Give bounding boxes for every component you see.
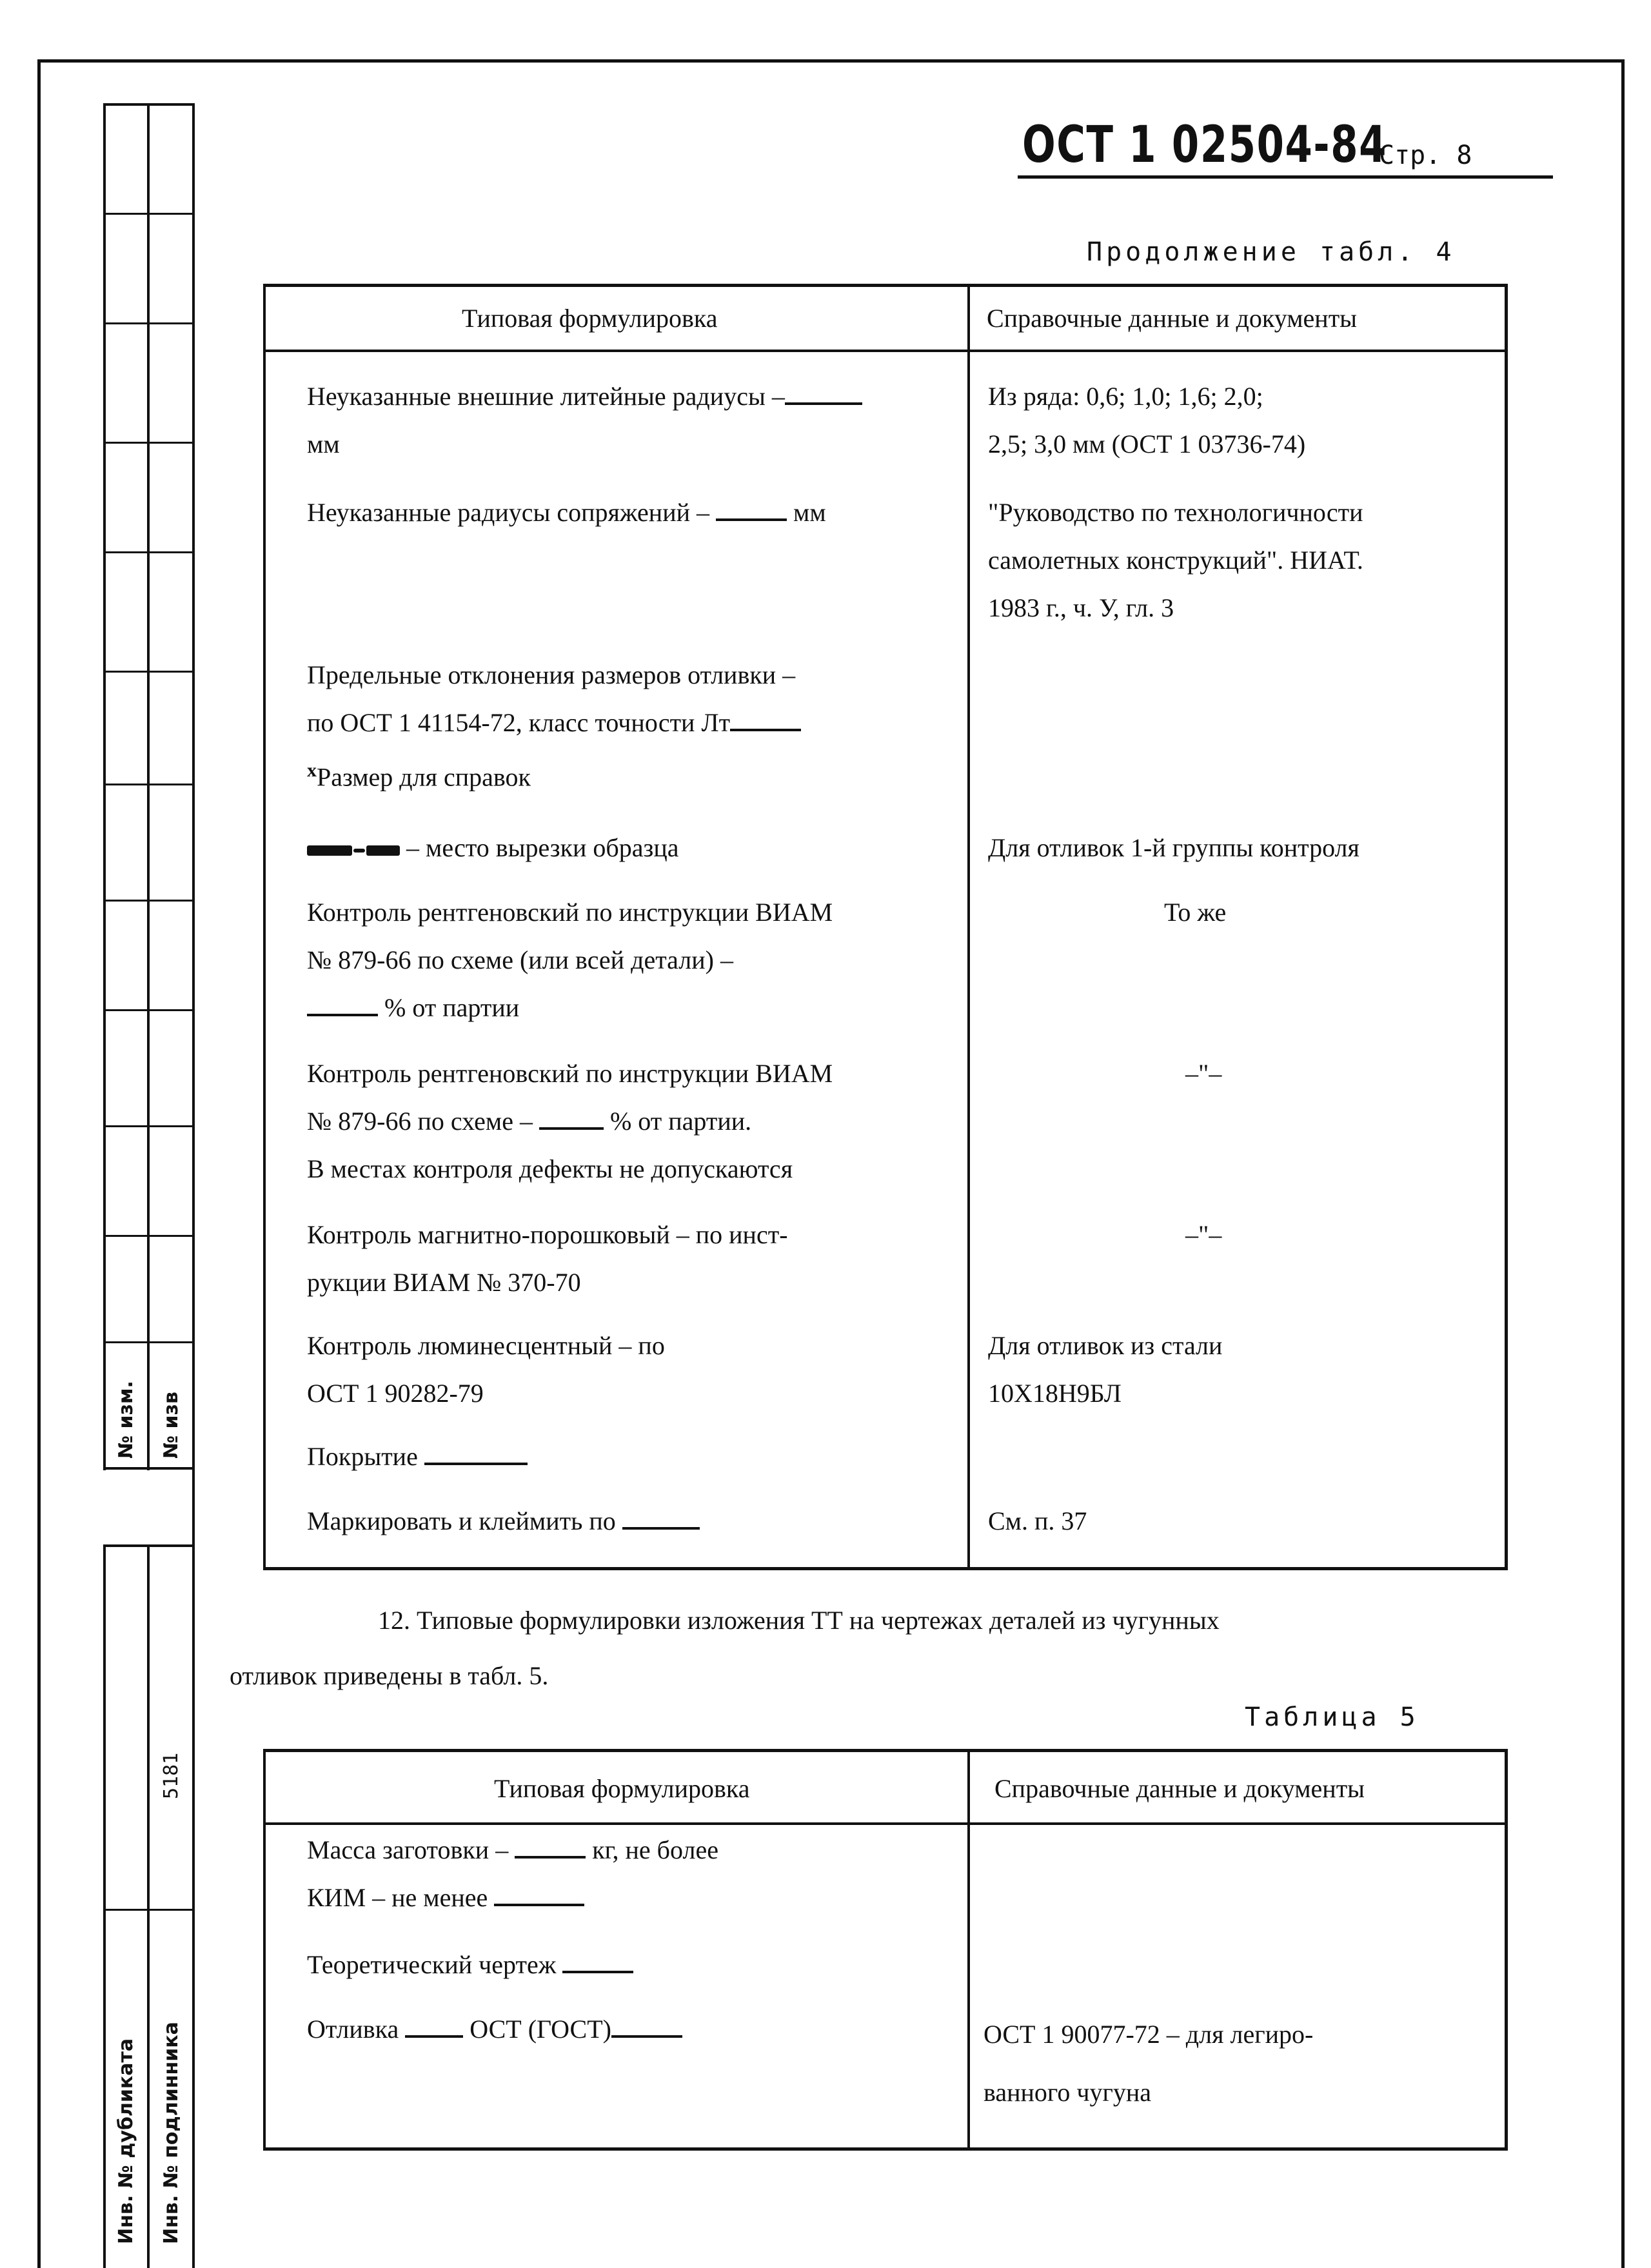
table-row: Контроль рентгеновский по инструкции ВИАМ № 879-66 по схеме (или всей детали) – % от партии [307, 898, 833, 1022]
table4-col2-header: Справочные данные и документы [987, 304, 1358, 333]
table-row-ref: Для отливок из стали 10Х18Н9БЛ [988, 1331, 1223, 1408]
document-id: ОСТ 1 02504-84 [1022, 116, 1387, 174]
table-row: – место вырезки образца [307, 824, 678, 872]
table-row-ref: То же [1164, 898, 1227, 927]
table-row: Покрытие [307, 1433, 528, 1481]
original-inventory-label: Инв. № подлинника [160, 2022, 183, 2244]
notice-number-label: № изв [160, 1392, 183, 1459]
table-row: Теоретический чертеж [307, 1941, 633, 1989]
table-row-ref: Для отливок 1-й группы контроля [988, 833, 1359, 862]
table-row-ref: –"– [1185, 1220, 1222, 1249]
table5-caption: Таблица 5 [1245, 1702, 1419, 1732]
duplicate-inventory-label: Инв. № дубликата [115, 2038, 137, 2244]
cut-location-marker-icon [307, 845, 352, 856]
table-row-ref: –"– [1185, 1059, 1222, 1088]
table5-col1-header: Типовая формулировка [494, 1774, 750, 1803]
table4-col1-header: Типовая формулировка [462, 304, 718, 333]
table-row: Неуказанные внешние литейные радиусы – мм [307, 373, 862, 468]
paragraph-12: 12. Типовые формулировки изложения ТТ на чертежах деталей из чугунных отливок приведены в табл. 5. [230, 1606, 1220, 1690]
inventory-number-value: 5181 [160, 1752, 183, 1799]
table-row: Неуказанные радиусы сопряжений – мм [307, 498, 826, 527]
table-row-ref: См. п. 37 [988, 1506, 1087, 1535]
table-row-ref: "Руководство по технологичности самолетных конструкций". НИАТ. 1983 г., ч. У, гл. 3 [988, 498, 1363, 622]
table-row: Контроль рентгеновский по инструкции ВИАМ № 879-66 по схеме – % от партии. В местах контроля дефекты не допускаются [307, 1059, 833, 1183]
table-row: Маркировать и клеймить по [307, 1497, 700, 1545]
table5-col2-header: Справочные данные и документы [994, 1774, 1365, 1803]
page-number: Стр. 8 [1379, 141, 1472, 170]
table-row: Контроль люминесцентный – по ОСТ 1 90282-79 [307, 1331, 665, 1408]
frame-right-line [1621, 59, 1625, 2268]
frame-top-line [37, 59, 1624, 63]
table-row: Предельные отклонения размеров отливки – по ОСТ 1 41154-72, класс точности Лт $^x$Размер для справок [307, 651, 801, 801]
table-row-ref: Из ряда: 0,6; 1,0; 1,6; 2,0; 2,5; 3,0 мм (ОСТ 1 03736-74) [988, 382, 1306, 459]
table-row: Контроль магнитно-порошковый – по инст- рукции ВИАМ № 370-70 [307, 1220, 788, 1297]
table-row: Отливка ОСТ (ГОСТ) [307, 2006, 682, 2053]
header-underline [1018, 175, 1553, 179]
frame-left-line [37, 59, 41, 2268]
table4-caption: Продолжение табл. 4 [1087, 237, 1456, 267]
change-number-label: № изм. [115, 1381, 137, 1459]
table-row-ref: ОСТ 1 90077-72 – для легиро- ванного чугуна [984, 2020, 1314, 2107]
table-row: Масса заготовки – кг, не более КИМ – не менее [307, 1835, 718, 1912]
